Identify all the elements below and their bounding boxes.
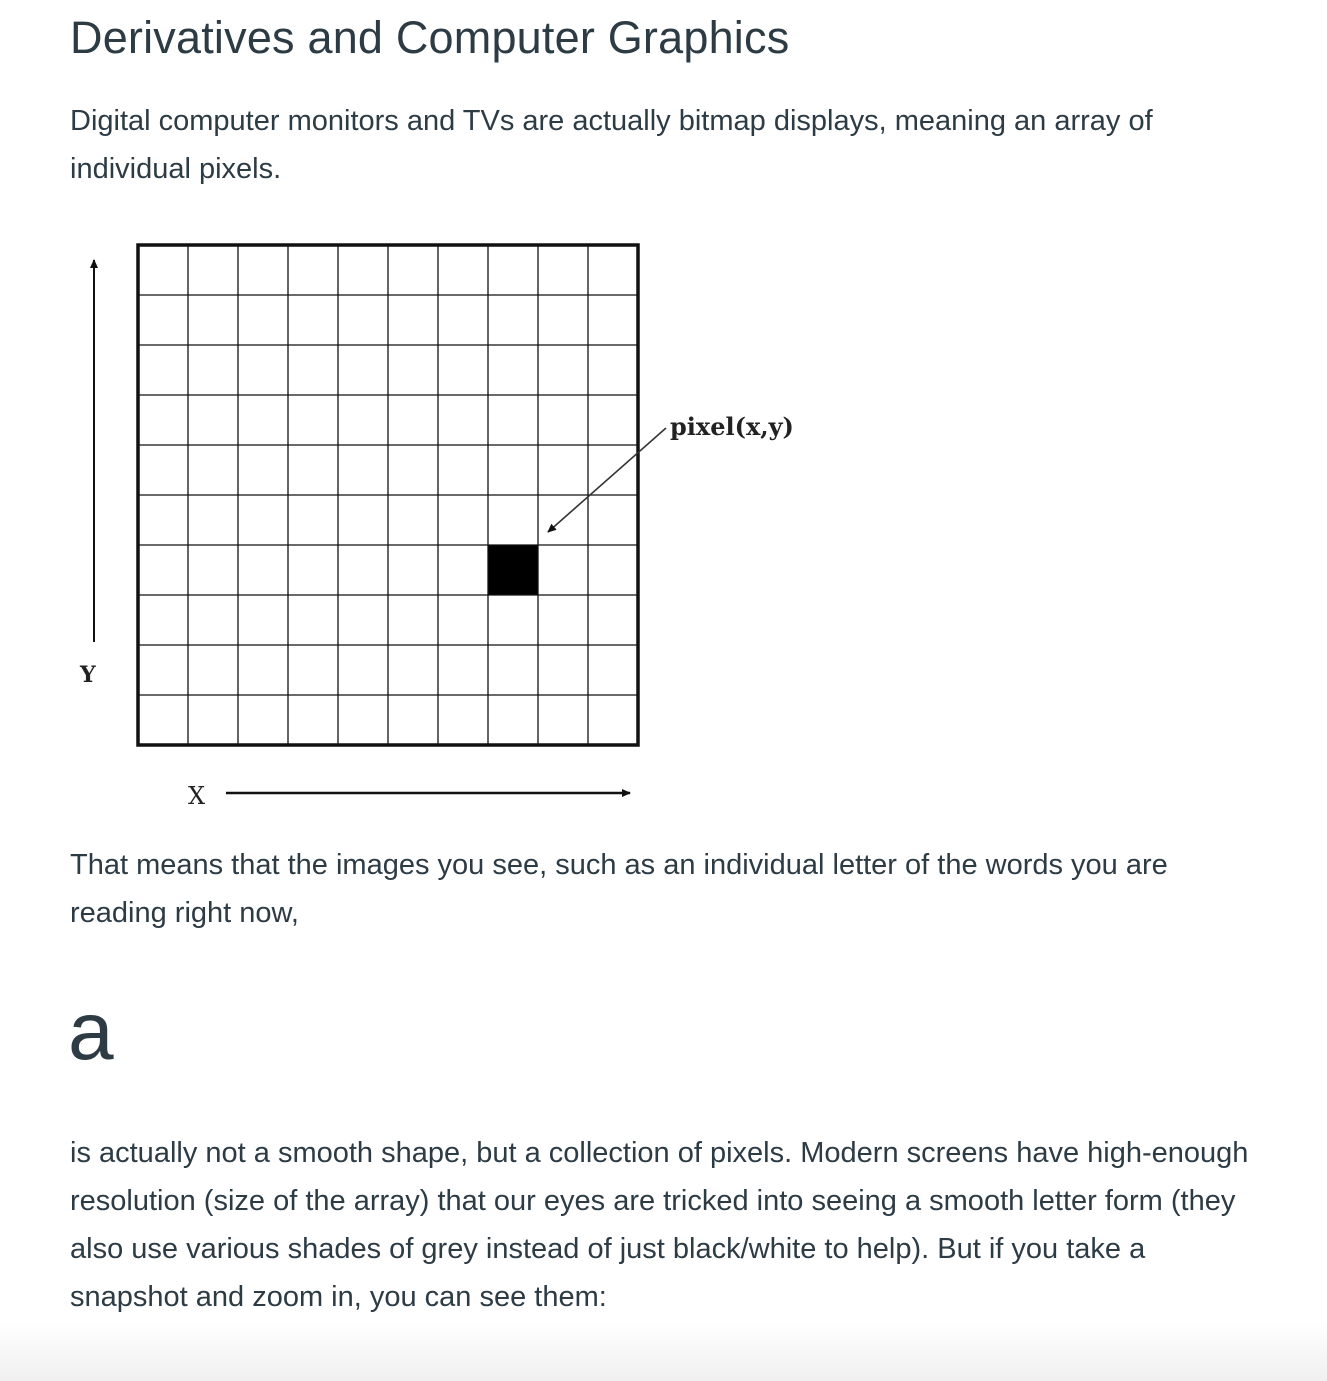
pixel-label: pixel(x,y)	[670, 412, 794, 441]
explanation-paragraph: is actually not a smooth shape, but a collection of pixels. Modern screens have high-enough resolution (size of the array) that our eyes are tricked into seeing a smooth letter form (they also use various shades of grey instead of just black/white to help). But if you take a snapshot and zoom in, you can see them:	[70, 1137, 1249, 1313]
y-axis-label: Y	[80, 662, 96, 688]
page-title: Derivatives and Computer Graphics	[70, 12, 790, 63]
pixel-pointer-arrow	[548, 428, 666, 532]
example-letter: a	[68, 986, 114, 1077]
means-paragraph: That means that the images you see, such as an individual letter of the words you are reading right now,	[70, 849, 1168, 929]
bottom-fade	[0, 1321, 1327, 1381]
pixel-grid	[138, 245, 638, 745]
intro-paragraph: Digital computer monitors and TVs are actually bitmap displays, meaning an array of individual pixels.	[70, 105, 1153, 185]
x-axis-label: X	[188, 782, 206, 810]
filled-pixel	[488, 545, 538, 595]
pixel-grid-diagram	[60, 230, 820, 820]
